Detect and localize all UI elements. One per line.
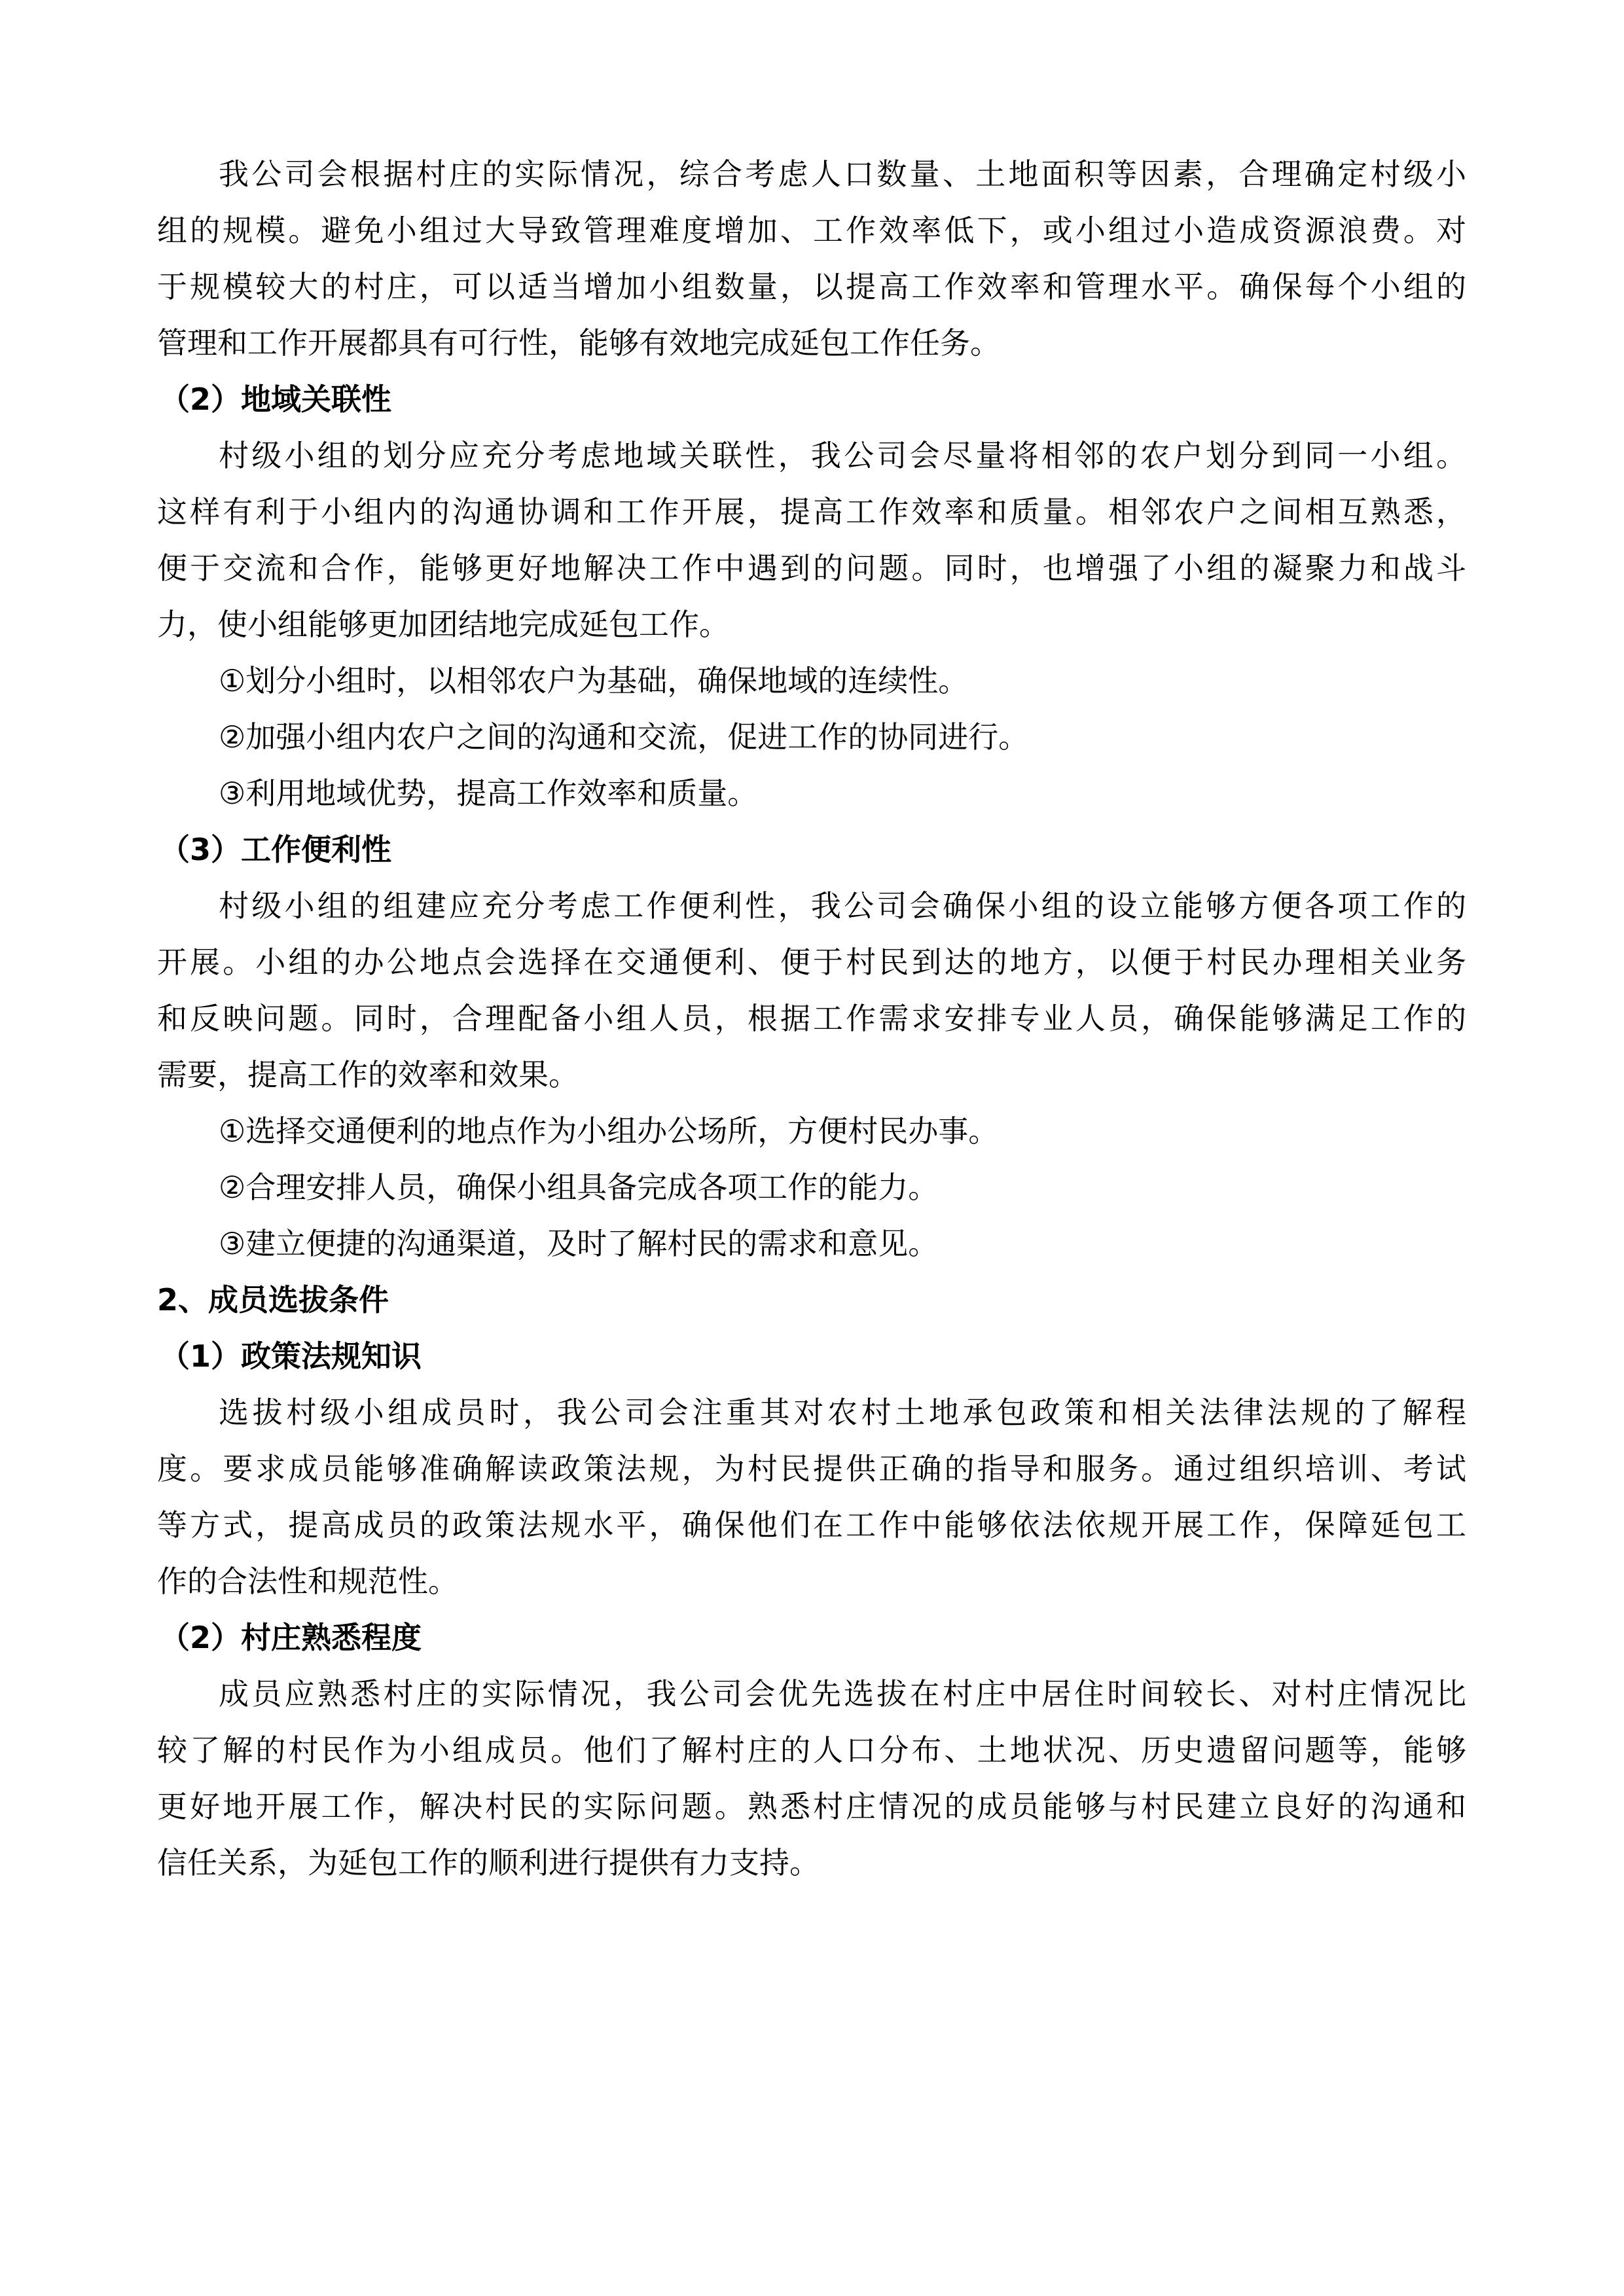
- section-heading: 2、成员选拔条件: [157, 1282, 389, 1318]
- body-text-line: 村级小组的划分应充分考虑地域关联性，我公司会尽量将相邻的农户划分到同一小组。: [219, 438, 1466, 473]
- list-item: ③利用地域优势，提高工作效率和质量。: [219, 776, 758, 811]
- section-heading: （1）政策法规知识: [160, 1338, 422, 1374]
- body-text-line: 作的合法性和规范性。: [157, 1564, 458, 1599]
- body-text-line: 组的规模。避免小组过大导致管理难度增加、工作效率低下，或小组过小造成资源浪费。对: [157, 213, 1466, 248]
- list-item: ①选择交通便利的地点作为小组办公场所，方便村民办事。: [219, 1113, 999, 1149]
- body-text-line: 较了解的村民作为小组成员。他们了解村庄的人口分布、土地状况、历史遗留问题等，能够: [157, 1732, 1466, 1768]
- body-text-line: 更好地开展工作，解决村民的实际问题。熟悉村庄情况的成员能够与村民建立良好的沟通和: [157, 1789, 1466, 1824]
- body-text-line: 选拔村级小组成员时，我公司会注重其对农村土地承包政策和相关法律法规的了解程: [219, 1395, 1466, 1430]
- body-text-line: 信任关系，为延包工作的顺利进行提供有力支持。: [157, 1845, 820, 1880]
- body-text-line: 村级小组的组建应充分考虑工作便利性，我公司会确保小组的设立能够方便各项工作的: [219, 888, 1466, 924]
- body-text-line: 度。要求成员能够准确解读政策法规，为村民提供正确的指导和服务。通过组织培训、考试: [157, 1451, 1466, 1486]
- list-item: ②加强小组内农户之间的沟通和交流，促进工作的协同进行。: [219, 719, 1029, 755]
- body-text-line: 我公司会根据村庄的实际情况，综合考虑人口数量、土地面积等因素，合理确定村级小: [219, 156, 1466, 192]
- list-item: ③建立便捷的沟通渠道，及时了解村民的需求和意见。: [219, 1226, 939, 1261]
- body-text-line: 成员应熟悉村庄的实际情况，我公司会优先选拔在村庄中居住时间较长、对村庄情况比: [219, 1676, 1466, 1712]
- body-text-line: 和反映问题。同时，合理配备小组人员，根据工作需求安排专业人员，确保能够满足工作的: [157, 1001, 1466, 1036]
- list-item: ①划分小组时，以相邻农户为基础，确保地域的连续性。: [219, 663, 969, 698]
- body-text-line: 力，使小组能够更加团结地完成延包工作。: [157, 607, 729, 642]
- body-text-line: 于规模较大的村庄，可以适当增加小组数量，以提高工作效率和管理水平。确保每个小组的: [157, 269, 1466, 304]
- body-text-line: 管理和工作开展都具有可行性，能够有效地完成延包工作任务。: [157, 325, 1000, 361]
- body-text-line: 便于交流和合作，能够更好地解决工作中遇到的问题。同时，也增强了小组的凝聚力和战斗: [157, 550, 1466, 586]
- section-heading: （2）村庄熟悉程度: [160, 1620, 422, 1655]
- section-heading: （2）地域关联性: [160, 382, 392, 417]
- body-text-line: 等方式，提高成员的政策法规水平，确保他们在工作中能够依法依规开展工作，保障延包工: [157, 1507, 1466, 1543]
- body-text-line: 需要，提高工作的效率和效果。: [157, 1057, 579, 1092]
- list-item: ②合理安排人员，确保小组具备完成各项工作的能力。: [219, 1170, 939, 1205]
- body-text-line: 这样有利于小组内的沟通协调和工作开展，提高工作效率和质量。相邻农户之间相互熟悉，: [157, 494, 1466, 529]
- body-text-line: 开展。小组的办公地点会选择在交通便利、便于村民到达的地方，以便于村民办理相关业务: [157, 944, 1466, 980]
- section-heading: （3）工作便利性: [160, 832, 392, 867]
